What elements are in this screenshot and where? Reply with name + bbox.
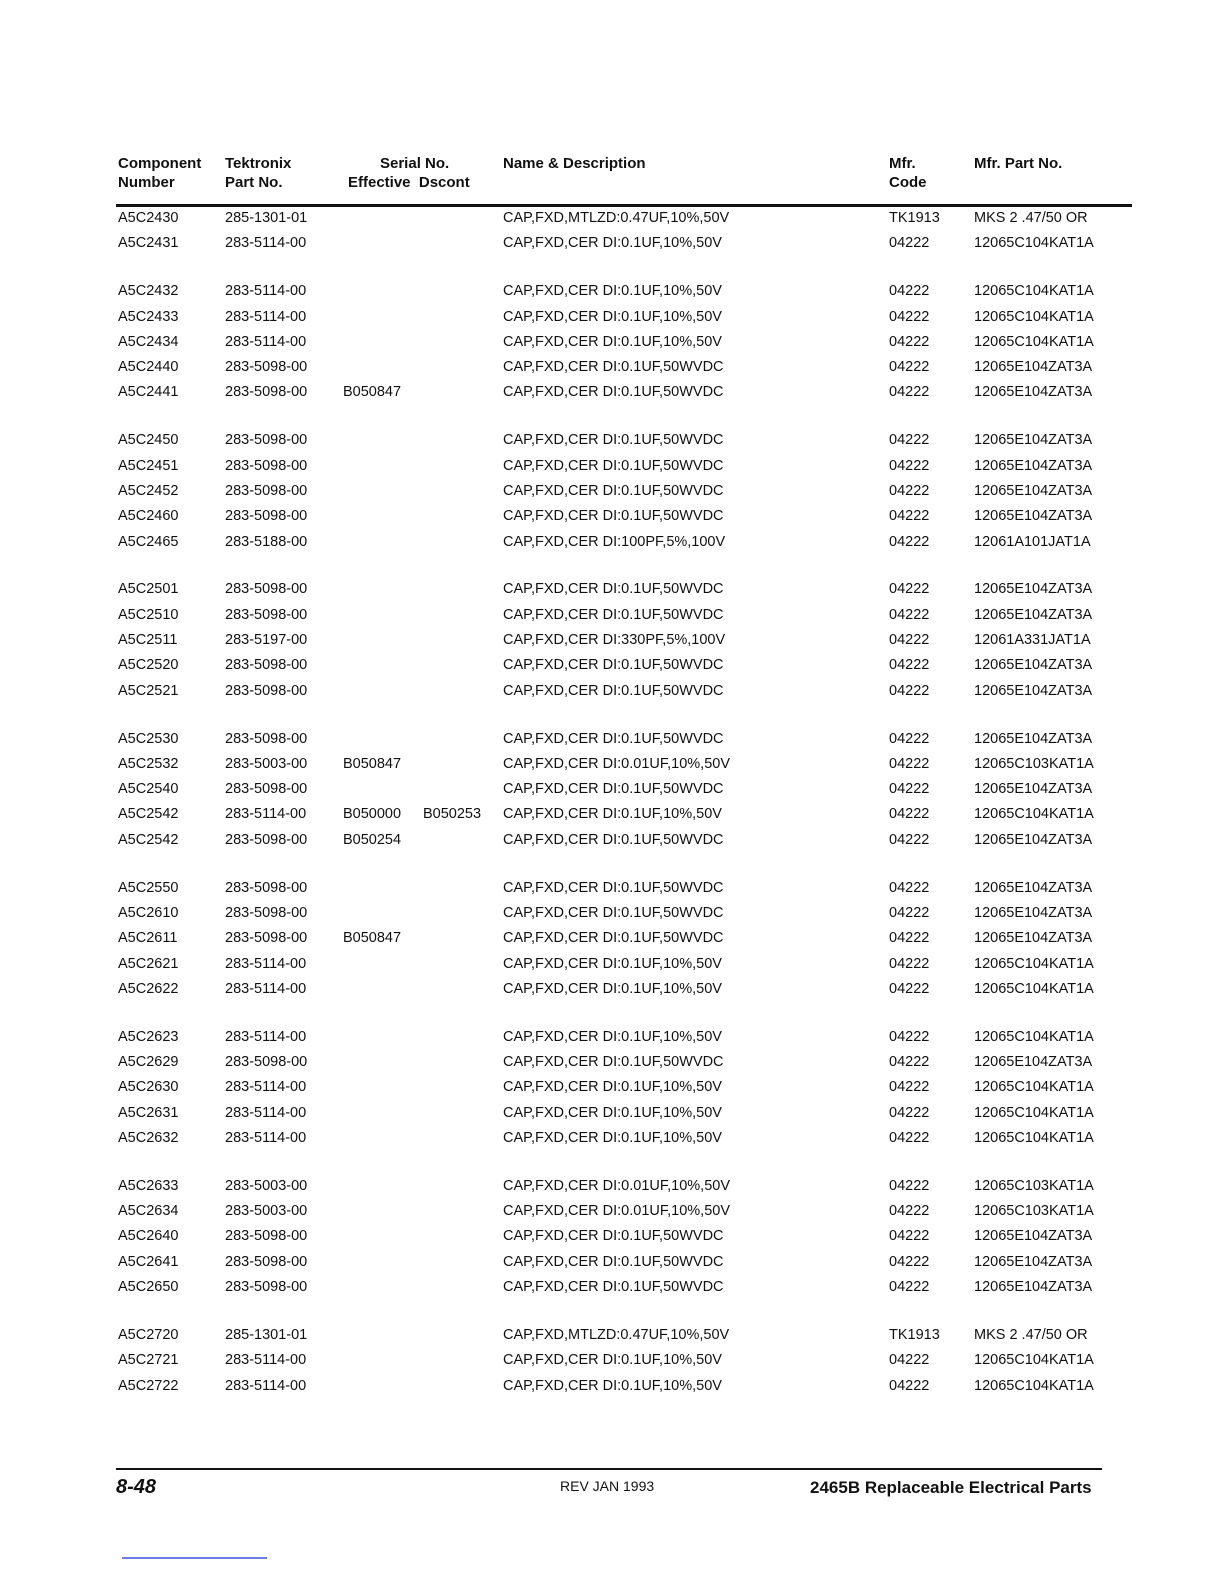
component-number: A5C2634	[118, 1203, 179, 1220]
component-number: A5C2621	[118, 955, 179, 972]
mfr-code: 04222	[889, 1228, 930, 1245]
mfr-code: 04222	[889, 508, 930, 525]
component-number: A5C2530	[118, 730, 179, 747]
tektronix-part-number: 283-5098-00	[225, 904, 308, 921]
tektronix-part-number: 283-5003-00	[225, 755, 308, 772]
name-description: CAP,FXD,CER DI:0.1UF,50WVDC	[503, 581, 724, 598]
name-description: CAP,FXD,CER DI:0.1UF,50WVDC	[503, 482, 724, 499]
mfr-code: 04222	[889, 730, 930, 747]
serial-effective: B050000	[343, 806, 402, 823]
mfr-part-number: 12065E104ZAT3A	[974, 879, 1093, 896]
table-row	[118, 1077, 1133, 1097]
mfr-part-number: 12065C104KAT1A	[974, 1352, 1094, 1369]
header-mfr-part: Mfr. Part No.	[974, 155, 1063, 172]
mfr-code: 04222	[889, 457, 930, 474]
mfr-part-number: 12065C104KAT1A	[974, 1377, 1094, 1394]
mfr-part-number: 12065C103KAT1A	[974, 1177, 1094, 1194]
name-description: CAP,FXD,CER DI:0.01UF,10%,50V	[503, 1203, 730, 1220]
mfr-part-number: 12065E104ZAT3A	[974, 1228, 1093, 1245]
name-description: CAP,FXD,CER DI:0.1UF,50WVDC	[503, 457, 724, 474]
name-description: CAP,FXD,CER DI:0.1UF,10%,50V	[503, 283, 722, 300]
table-row	[118, 281, 1133, 301]
mfr-part-number: 12065E104ZAT3A	[974, 730, 1093, 747]
component-number: A5C2532	[118, 755, 179, 772]
component-number: A5C2510	[118, 606, 179, 623]
component-number: A5C2520	[118, 657, 179, 674]
table-row	[118, 1350, 1133, 1370]
mfr-code: 04222	[889, 606, 930, 623]
name-description: CAP,FXD,CER DI:0.1UF,50WVDC	[503, 879, 724, 896]
tektronix-part-number: 283-5114-00	[225, 1079, 307, 1096]
table-row	[118, 579, 1133, 599]
table-row	[118, 233, 1133, 253]
name-description: CAP,FXD,CER DI:0.1UF,50WVDC	[503, 904, 724, 921]
mfr-code: 04222	[889, 831, 930, 848]
component-number: A5C2440	[118, 359, 179, 376]
component-number: A5C2633	[118, 1177, 179, 1194]
name-description: CAP,FXD,MTLZD:0.47UF,10%,50V	[503, 210, 730, 226]
name-description: CAP,FXD,CER DI:0.1UF,10%,50V	[503, 1129, 722, 1146]
tektronix-part-number: 283-5098-00	[225, 581, 308, 598]
component-number: A5C2650	[118, 1279, 179, 1295]
tektronix-part-number: 283-5114-00	[225, 955, 307, 972]
name-description: CAP,FXD,CER DI:0.1UF,10%,50V	[503, 1377, 722, 1394]
mfr-part-number: 12065E104ZAT3A	[974, 657, 1093, 674]
tektronix-part-number: 283-5098-00	[225, 359, 308, 376]
mfr-part-number: 12065C104KAT1A	[974, 283, 1094, 300]
mfr-part-number: 12065C104KAT1A	[974, 235, 1094, 252]
mfr-part-number: 12065C104KAT1A	[974, 333, 1094, 350]
component-number: A5C2610	[118, 904, 179, 921]
mfr-code: TK1913	[889, 210, 940, 226]
table-row	[118, 878, 1133, 898]
mfr-part-number: 12065E104ZAT3A	[974, 457, 1093, 474]
document-title: 2465B Replaceable Electrical Parts	[810, 1478, 1092, 1497]
mfr-code: 04222	[889, 904, 930, 921]
mfr-part-number: MKS 2 .47/50 OR	[974, 210, 1088, 226]
table-row	[118, 357, 1133, 377]
mfr-code: 04222	[889, 384, 930, 401]
mfr-part-number: 12065E104ZAT3A	[974, 1279, 1093, 1295]
tektronix-part-number: 283-5114-00	[225, 235, 307, 252]
mfr-part-number: 12065C104KAT1A	[974, 1028, 1094, 1045]
tektronix-part-number: 283-5098-00	[225, 682, 308, 699]
table-row	[118, 1052, 1133, 1072]
mfr-part-number: 12065E104ZAT3A	[974, 606, 1093, 623]
tektronix-part-number: 283-5114-00	[225, 308, 307, 325]
header-component: Component Number	[118, 155, 202, 191]
table-row	[118, 979, 1133, 999]
header-rule	[116, 204, 1132, 207]
table-header	[118, 154, 1133, 198]
mfr-part-number: 12065C104KAT1A	[974, 1129, 1094, 1146]
mfr-code: 04222	[889, 1028, 930, 1045]
table-row	[118, 1226, 1133, 1246]
table-row	[118, 1277, 1133, 1297]
table-row	[118, 532, 1133, 552]
table-row	[118, 655, 1133, 675]
tektronix-part-number: 283-5098-00	[225, 831, 308, 848]
mfr-code: 04222	[889, 308, 930, 325]
name-description: CAP,FXD,CER DI:0.1UF,50WVDC	[503, 1228, 724, 1245]
table-row	[118, 1103, 1133, 1123]
serial-effective: B050847	[343, 930, 402, 947]
name-description: CAP,FXD,CER DI:0.1UF,50WVDC	[503, 384, 724, 401]
component-number: A5C2511	[118, 632, 178, 648]
component-number: A5C2450	[118, 432, 179, 449]
tektronix-part-number: 283-5188-00	[225, 533, 308, 550]
mfr-code: 04222	[889, 533, 930, 550]
tektronix-part-number: 283-5098-00	[225, 879, 308, 896]
name-description: CAP,FXD,CER DI:0.1UF,10%,50V	[503, 1079, 722, 1096]
serial-effective: B050254	[343, 831, 402, 848]
component-number: A5C2434	[118, 333, 179, 350]
tektronix-part-number: 283-5098-00	[225, 1228, 308, 1245]
mfr-code: 04222	[889, 359, 930, 376]
table-row	[118, 1325, 1133, 1345]
tektronix-part-number: 283-5098-00	[225, 1054, 308, 1070]
component-number: A5C2432	[118, 283, 179, 300]
name-description: CAP,FXD,CER DI:0.1UF,50WVDC	[503, 781, 724, 798]
mfr-code: 04222	[889, 1352, 930, 1369]
mfr-code: 04222	[889, 1104, 930, 1121]
mfr-code: 04222	[889, 581, 930, 598]
mfr-code: 04222	[889, 283, 930, 300]
mfr-part-number: 12065C104KAT1A	[974, 955, 1094, 972]
mfr-code: 04222	[889, 682, 930, 699]
name-description: CAP,FXD,CER DI:0.1UF,10%,50V	[503, 333, 722, 350]
mfr-part-number: 12065E104ZAT3A	[974, 359, 1093, 376]
mfr-code: 04222	[889, 879, 930, 896]
mfr-part-number: 12065E104ZAT3A	[974, 432, 1093, 449]
component-number: A5C2521	[118, 682, 179, 699]
component-number: A5C2623	[118, 1028, 179, 1045]
table-row	[118, 1376, 1133, 1396]
table-row	[118, 729, 1133, 749]
table-row	[118, 506, 1133, 526]
name-description: CAP,FXD,CER DI:0.1UF,50WVDC	[503, 359, 724, 376]
component-number: A5C2460	[118, 508, 179, 525]
table-row	[118, 804, 1133, 824]
component-number: A5C2721	[118, 1352, 179, 1369]
component-number: A5C2501	[118, 581, 179, 598]
mfr-part-number: 12065E104ZAT3A	[974, 1054, 1093, 1070]
table-row	[118, 208, 1133, 228]
component-number: A5C2465	[118, 533, 179, 550]
name-description: CAP,FXD,CER DI:0.1UF,50WVDC	[503, 657, 724, 674]
mfr-code: 04222	[889, 955, 930, 972]
name-description: CAP,FXD,CER DI:0.1UF,50WVDC	[503, 682, 724, 699]
page-number: 8-48	[116, 1476, 157, 1498]
mfr-part-number: 12061A101JAT1A	[974, 533, 1091, 550]
table-row	[118, 430, 1133, 450]
tektronix-part-number: 285-1301-01	[225, 1326, 308, 1343]
name-description: CAP,FXD,CER DI:0.1UF,10%,50V	[503, 1352, 722, 1369]
mfr-code: 04222	[889, 806, 930, 823]
mfr-part-number: 12065E104ZAT3A	[974, 581, 1093, 598]
name-description: CAP,FXD,CER DI:0.1UF,50WVDC	[503, 508, 724, 525]
tektronix-part-number: 283-5098-00	[225, 781, 308, 798]
table-row	[118, 1201, 1133, 1221]
component-number: A5C2540	[118, 781, 179, 798]
mfr-code: 04222	[889, 1054, 930, 1070]
name-description: CAP,FXD,MTLZD:0.47UF,10%,50V	[503, 1326, 730, 1343]
mfr-code: 04222	[889, 1177, 930, 1194]
table-row	[118, 928, 1133, 948]
component-number: A5C2441	[118, 384, 179, 401]
component-number: A5C2640	[118, 1228, 179, 1245]
tektronix-part-number: 283-5098-00	[225, 930, 308, 947]
name-description: CAP,FXD,CER DI:0.1UF,10%,50V	[503, 955, 722, 972]
tektronix-part-number: 283-5114-00	[225, 1104, 307, 1121]
mfr-code: TK1913	[889, 1326, 940, 1343]
header-tektronix-part: Tektronix Part No.	[225, 155, 292, 191]
tektronix-part-number: 283-5114-00	[225, 806, 307, 823]
tektronix-part-number: 283-5098-00	[225, 730, 308, 747]
name-description: CAP,FXD,CER DI:0.1UF,10%,50V	[503, 980, 722, 997]
mfr-part-number: 12065C104KAT1A	[974, 1079, 1094, 1096]
name-description: CAP,FXD,CER DI:0.1UF,10%,50V	[503, 1028, 722, 1045]
component-number: A5C2542	[118, 831, 179, 848]
table-row	[118, 481, 1133, 501]
tektronix-part-number: 283-5098-00	[225, 482, 308, 499]
table-row	[118, 456, 1133, 476]
mfr-code: 04222	[889, 333, 930, 350]
mfr-code: 04222	[889, 432, 930, 449]
table-row	[118, 903, 1133, 923]
mfr-code: 04222	[889, 755, 930, 772]
mfr-code: 04222	[889, 980, 930, 997]
name-description: CAP,FXD,CER DI:0.1UF,10%,50V	[503, 1104, 722, 1121]
mfr-part-number: 12065E104ZAT3A	[974, 482, 1093, 499]
tektronix-part-number: 283-5197-00	[225, 632, 308, 648]
tektronix-part-number: 283-5114-00	[225, 1028, 307, 1045]
component-number: A5C2430	[118, 210, 179, 226]
component-number: A5C2632	[118, 1129, 179, 1146]
table-row	[118, 779, 1133, 799]
table-row	[118, 307, 1133, 327]
name-description: CAP,FXD,CER DI:330PF,5%,100V	[503, 632, 726, 648]
table-row	[118, 605, 1133, 625]
component-number: A5C2630	[118, 1079, 179, 1096]
mfr-code: 04222	[889, 632, 930, 648]
tektronix-part-number: 285-1301-01	[225, 210, 308, 226]
mfr-part-number: 12065E104ZAT3A	[974, 930, 1093, 947]
table-row	[118, 1027, 1133, 1047]
name-description: CAP,FXD,CER DI:0.1UF,50WVDC	[503, 730, 724, 747]
mfr-part-number: 12065C104KAT1A	[974, 308, 1094, 325]
table-row	[118, 954, 1133, 974]
name-description: CAP,FXD,CER DI:0.1UF,50WVDC	[503, 930, 724, 947]
name-description: CAP,FXD,CER DI:100PF,5%,100V	[503, 533, 726, 550]
table-row	[118, 382, 1133, 402]
header-mfr-code: Mfr. Code	[889, 155, 927, 191]
tektronix-part-number: 283-5098-00	[225, 1253, 308, 1270]
serial-effective: B050847	[343, 755, 402, 772]
serial-effective: B050847	[343, 384, 402, 401]
name-description: CAP,FXD,CER DI:0.1UF,10%,50V	[503, 235, 722, 252]
component-number: A5C2720	[118, 1326, 179, 1343]
component-number: A5C2451	[118, 457, 179, 474]
name-description: CAP,FXD,CER DI:0.1UF,50WVDC	[503, 1054, 724, 1070]
tektronix-part-number: 283-5098-00	[225, 432, 308, 449]
mfr-part-number: 12065C103KAT1A	[974, 755, 1094, 772]
mfr-code: 04222	[889, 781, 930, 798]
table-row	[118, 332, 1133, 352]
revision-date: REV JAN 1993	[560, 1478, 655, 1494]
mfr-code: 04222	[889, 482, 930, 499]
mfr-code: 04222	[889, 1203, 930, 1220]
mfr-code: 04222	[889, 1253, 930, 1270]
mfr-code: 04222	[889, 235, 930, 252]
component-number: A5C2542	[118, 806, 179, 823]
component-number: A5C2622	[118, 980, 179, 997]
mfr-part-number: 12065C104KAT1A	[974, 806, 1094, 823]
tektronix-part-number: 283-5098-00	[225, 508, 308, 525]
mfr-part-number: 12065E104ZAT3A	[974, 384, 1093, 401]
tektronix-part-number: 283-5114-00	[225, 333, 307, 350]
table-row	[118, 681, 1133, 701]
name-description: CAP,FXD,CER DI:0.1UF,50WVDC	[503, 1253, 724, 1270]
tektronix-part-number: 283-5098-00	[225, 1279, 308, 1295]
serial-dscont: B050253	[423, 806, 482, 823]
tektronix-part-number: 283-5114-00	[225, 980, 307, 997]
mfr-part-number: 12065E104ZAT3A	[974, 682, 1093, 699]
component-number: A5C2431	[118, 235, 179, 252]
tektronix-part-number: 283-5114-00	[225, 1129, 307, 1146]
tektronix-part-number: 283-5114-00	[225, 1377, 307, 1394]
component-number: A5C2452	[118, 482, 179, 499]
table-row	[118, 630, 1133, 650]
mfr-code: 04222	[889, 1279, 930, 1295]
tektronix-part-number: 283-5114-00	[225, 1352, 307, 1369]
name-description: CAP,FXD,CER DI:0.01UF,10%,50V	[503, 1177, 730, 1194]
tektronix-part-number: 283-5003-00	[225, 1177, 308, 1194]
mfr-part-number: 12065C103KAT1A	[974, 1203, 1094, 1220]
mfr-part-number: 12065E104ZAT3A	[974, 781, 1093, 798]
mfr-code: 04222	[889, 657, 930, 674]
name-description: CAP,FXD,CER DI:0.1UF,50WVDC	[503, 432, 724, 449]
name-description: CAP,FXD,CER DI:0.1UF,50WVDC	[503, 831, 724, 848]
footer-rule	[116, 1468, 1102, 1470]
mfr-code: 04222	[889, 1079, 930, 1096]
table-row	[118, 754, 1133, 774]
header-serial: Serial No. Effective Dscont	[348, 155, 470, 191]
component-number: A5C2611	[118, 930, 178, 947]
component-number: A5C2631	[118, 1104, 179, 1121]
tektronix-part-number: 283-5098-00	[225, 657, 308, 674]
tektronix-part-number: 283-5003-00	[225, 1203, 308, 1220]
header-name-description: Name & Description	[503, 155, 646, 172]
component-number: A5C2629	[118, 1054, 179, 1070]
tektronix-part-number: 283-5098-00	[225, 457, 308, 474]
mfr-part-number: 12065C104KAT1A	[974, 980, 1094, 997]
component-number: A5C2641	[118, 1253, 179, 1270]
mfr-part-number: 12065C104KAT1A	[974, 1104, 1094, 1121]
mfr-part-number: 12065E104ZAT3A	[974, 904, 1093, 921]
mfr-part-number: MKS 2 .47/50 OR	[974, 1326, 1088, 1343]
mfr-part-number: 12065E104ZAT3A	[974, 508, 1093, 525]
table-row	[118, 830, 1133, 850]
decorative-line	[122, 1557, 267, 1559]
table-row	[118, 1128, 1133, 1148]
mfr-part-number: 12065E104ZAT3A	[974, 1253, 1093, 1270]
name-description: CAP,FXD,CER DI:0.1UF,10%,50V	[503, 308, 722, 325]
tektronix-part-number: 283-5114-00	[225, 283, 307, 300]
component-number: A5C2722	[118, 1377, 179, 1394]
table-row	[118, 1252, 1133, 1272]
name-description: CAP,FXD,CER DI:0.1UF,50WVDC	[503, 1279, 724, 1295]
table-row	[118, 1176, 1133, 1196]
mfr-code: 04222	[889, 930, 930, 947]
tektronix-part-number: 283-5098-00	[225, 606, 308, 623]
tektronix-part-number: 283-5098-00	[225, 384, 308, 401]
mfr-part-number: 12065E104ZAT3A	[974, 831, 1093, 848]
component-number: A5C2433	[118, 308, 179, 325]
component-number: A5C2550	[118, 879, 179, 896]
mfr-code: 04222	[889, 1129, 930, 1146]
name-description: CAP,FXD,CER DI:0.1UF,10%,50V	[503, 806, 722, 823]
mfr-code: 04222	[889, 1377, 930, 1394]
name-description: CAP,FXD,CER DI:0.01UF,10%,50V	[503, 755, 730, 772]
mfr-part-number: 12061A331JAT1A	[974, 632, 1091, 648]
name-description: CAP,FXD,CER DI:0.1UF,50WVDC	[503, 606, 724, 623]
